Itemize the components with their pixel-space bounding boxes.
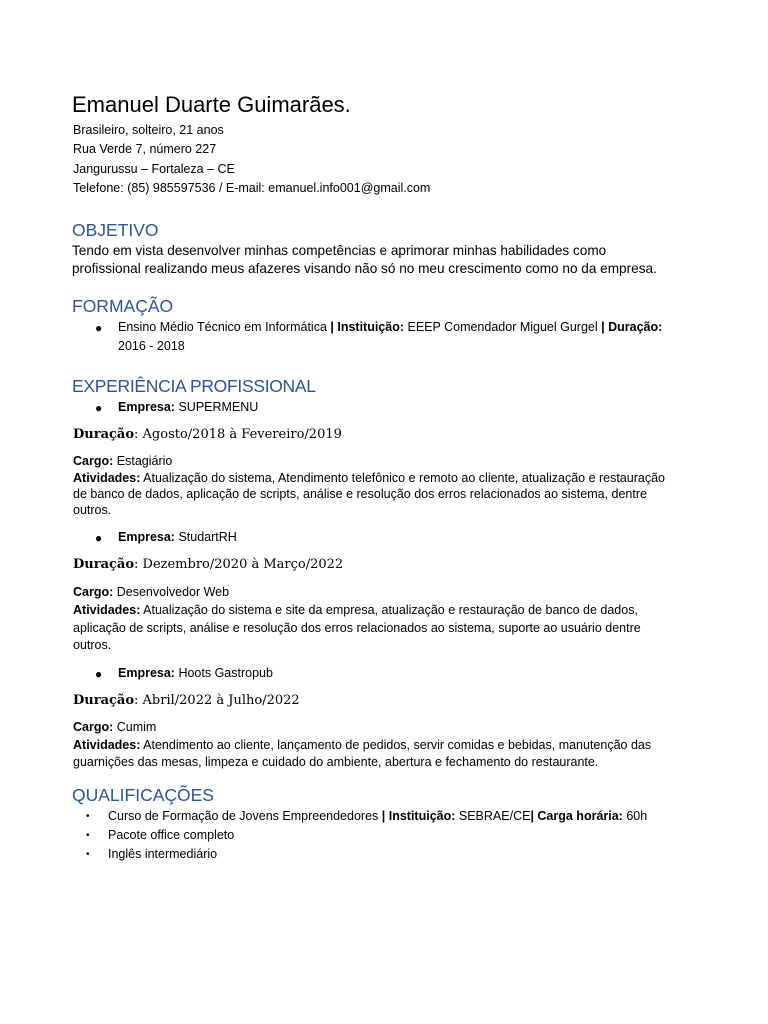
formacao-institution: EEEP Comendador Miguel Gurgel (404, 320, 602, 334)
section-title-qualificacoes: QUALIFICAÇÕES (72, 785, 214, 805)
section-title-experiencia: EXPERIÊNCIA PROFISSIONAL (72, 376, 316, 396)
job-3-company (118, 666, 273, 680)
qualification-institution: SEBRAE/CE (455, 809, 531, 823)
job-2-activities-line-2: aplicação de scripts, análise e resolução dos erros relacionados ao sistema, suporte ao usuário dentre (73, 621, 641, 635)
duration-value: : Abril/2022 à Julho/2022 (134, 693, 300, 708)
role-label: Cargo: (73, 454, 114, 468)
duration-label: Duração (73, 693, 135, 708)
job-1-activities-line-1 (73, 471, 665, 485)
job-1-activities-line-3: outros. (73, 503, 112, 517)
bullet-icon: ● (95, 401, 103, 415)
activities-label: Atividades: (73, 471, 141, 485)
duration-label: Duração (73, 557, 135, 572)
objetivo-text-line-2: profissional realizando meus afazeres visando não só no meu crescimento como no da empresa. (72, 261, 657, 276)
role-label: Cargo: (73, 720, 114, 734)
job-1-activities-line-2: de banco de dados, aplicação de scripts, análise e resolução dos erros relacionados ao sistema, dentre (73, 487, 647, 501)
role-value: Cumim (113, 720, 157, 734)
bullet-icon: ● (95, 667, 103, 681)
activities-value: Atualização do sistema e site da empresa, atualização e restauração de banco de dados, (140, 603, 638, 617)
duration-value: : Agosto/2018 à Fevereiro/2019 (134, 427, 342, 442)
role-value: Desenvolvedor Web (113, 585, 230, 599)
job-3-duration (73, 693, 300, 708)
formacao-course: Ensino Médio Técnico em Informática (118, 320, 331, 334)
activities-value: Atendimento ao cliente, lançamento de pedidos, servir comidas e bebidas, manutenção das (140, 738, 652, 752)
qualification-hours: 60h (622, 809, 648, 823)
section-title-objetivo: OBJETIVO (72, 220, 159, 240)
job-2-duration (73, 557, 343, 572)
qualification-course: Curso de Formação de Jovens Empreendedores (108, 809, 382, 823)
duration-value: : Dezembro/2020 à Março/2022 (134, 557, 344, 572)
activities-label: Atividades: (73, 603, 141, 617)
company-label: Empresa: (118, 400, 175, 414)
objetivo-text-line-1: Tendo em vista desenvolver minhas competências e aprimorar minhas habilidades como (72, 243, 607, 258)
qualification-item-3: Inglês intermediário (108, 847, 218, 861)
job-1-role (73, 454, 172, 468)
job-3-activities-line-1 (73, 738, 651, 752)
personal-info: Brasileiro, solteiro, 21 anos (73, 123, 224, 137)
qualification-institution-label: | Instituição: (381, 809, 456, 823)
company-value: Hoots Gastropub (174, 666, 273, 680)
contact-line: Telefone: (85) 985597536 / E-mail: emanuel.info001@gmail.com (73, 181, 431, 195)
formacao-institution-label: | Instituição: (330, 320, 405, 334)
bullet-icon: • (86, 849, 90, 860)
job-3-activities-line-2: guarnições das mesas, limpeza e cuidado do ambiente, abertura e fechamento do restaurante. (73, 755, 599, 769)
address-street: Rua Verde 7, número 227 (73, 142, 217, 156)
job-3-role (73, 720, 156, 734)
duration-label: Duração (73, 427, 135, 442)
address-city: Jangurussu – Fortaleza – CE (73, 162, 235, 176)
qualification-item-2: Pacote office completo (108, 828, 235, 842)
job-1-company (118, 400, 258, 414)
job-1-duration (73, 427, 342, 442)
formacao-item (118, 320, 662, 334)
formacao-period: 2016 - 2018 (118, 339, 185, 353)
qualification-item-1 (108, 809, 647, 823)
job-2-company (118, 530, 237, 544)
company-value: StudartRH (174, 530, 237, 544)
activities-value: Atualização do sistema, Atendimento telefônico e remoto ao cliente, atualização e restauração (140, 471, 666, 485)
formacao-duration-label: | Duração: (601, 320, 663, 334)
bullet-icon: • (86, 811, 90, 822)
bullet-icon: • (86, 830, 90, 841)
job-2-role (73, 585, 229, 599)
qualification-hours-label: | Carga horária: (530, 809, 623, 823)
role-label: Cargo: (73, 585, 114, 599)
company-label: Empresa: (118, 530, 175, 544)
company-label: Empresa: (118, 666, 175, 680)
bullet-icon: ● (95, 531, 103, 545)
job-2-activities-line-1 (73, 603, 638, 617)
job-2-activities-line-3: outros. (73, 638, 112, 652)
company-value: SUPERMENU (174, 400, 259, 414)
activities-label: Atividades: (73, 738, 141, 752)
resume-name: Emanuel Duarte Guimarães. (72, 92, 351, 117)
bullet-icon: ● (95, 321, 103, 335)
section-title-formacao: FORMAÇÃO (72, 296, 174, 316)
role-value: Estagiário (113, 454, 173, 468)
